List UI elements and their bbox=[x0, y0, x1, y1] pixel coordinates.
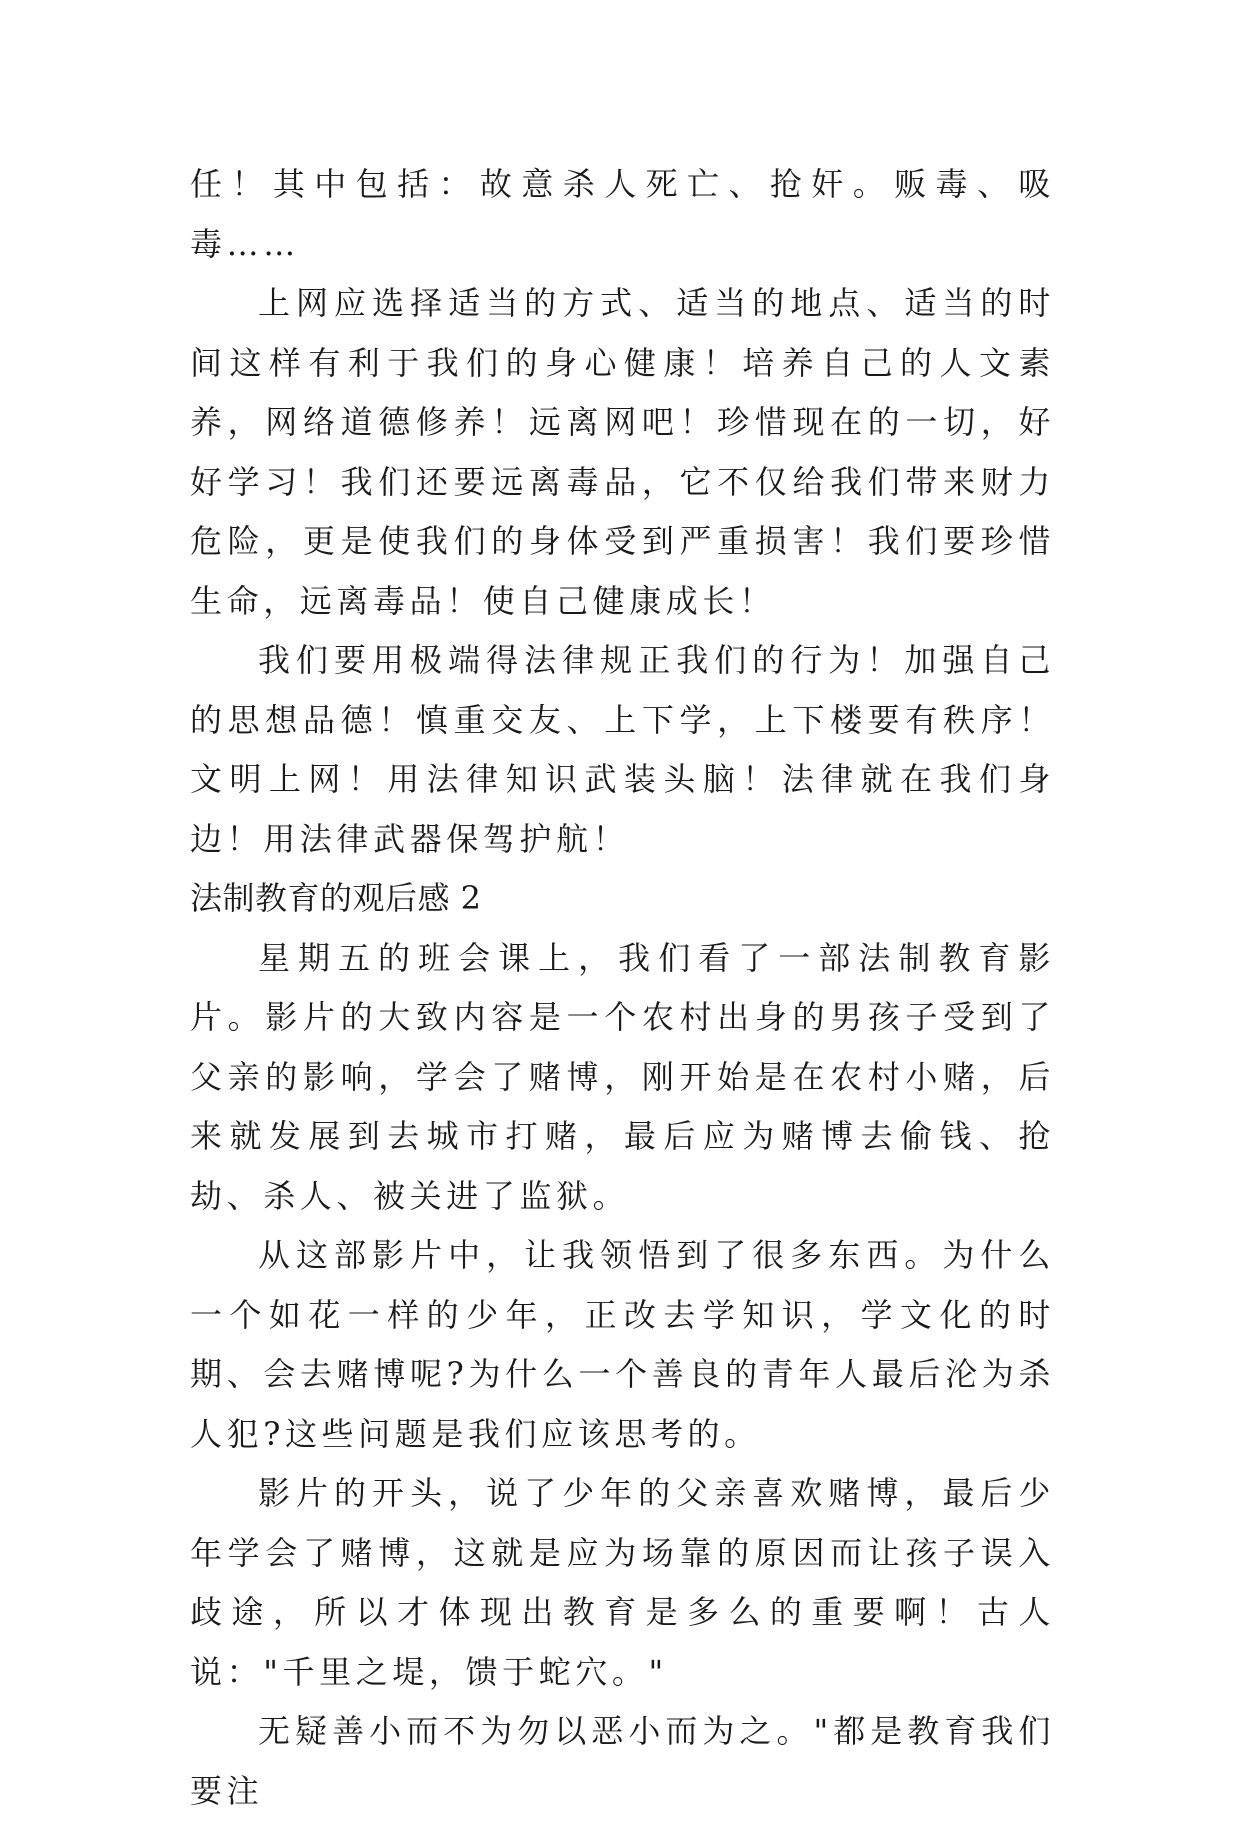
paragraph-continuation: 任！其中包括：故意杀人死亡、抢奸。贩毒、吸毒…… bbox=[190, 165, 1055, 263]
paragraph-closing: 无疑善小而不为勿以恶小而为之。"都是教育我们要注 bbox=[190, 1712, 1055, 1810]
paragraph-film-summary: 星期五的班会课上，我们看了一部法制教育影片。影片的大致内容是一个农村出身的男孩子受到了父亲的影响，学会了赌博，刚开始是在农村小赌，后来就发展到去城市打赌，最后应为赌博去偷钱、抢劫、杀人、被关进了监狱。 bbox=[190, 938, 1055, 1215]
section-heading: 法制教育的观后感 2 bbox=[190, 879, 482, 917]
paragraph-reflection: 从这部影片中，让我领悟到了很多东西。为什么一个如花一样的少年，正改去学知识，学文化的时期、会去赌博呢?为什么一个善良的青年人最后沦为杀人犯?这些问题是我们应该思考的。 bbox=[190, 1236, 1055, 1453]
paragraph-internet-usage: 上网应选择适当的方式、适当的地点、适当的时间这样有利于我们的身心健康！培养自己的人文素养，网络道德修养！远离网吧！珍惜现在的一切，好好学习！我们还要远离毒品，它不仅给我们带来财力危险，更是使我们的身体受到严重损害！我们要珍惜生命，远离毒品！使自己健康成长！ bbox=[190, 284, 1055, 620]
paragraph-law-conduct: 我们要用极端得法律规正我们的行为！加强自己的思想品德！慎重交友、上下学，上下楼要有秩序！文明上网！用法律知识武装头脑！法律就在我们身边！用法律武器保驾护航！ bbox=[190, 641, 1055, 858]
document-body bbox=[190, 155, 1055, 1821]
paragraph-education: 影片的开头，说了少年的父亲喜欢赌博，最后少年学会了赌博，这就是应为场靠的原因而让孩子误入歧途，所以才体现出教育是多么的重要啊！古人说："千里之堤，馈于蛇穴。" bbox=[190, 1474, 1055, 1691]
